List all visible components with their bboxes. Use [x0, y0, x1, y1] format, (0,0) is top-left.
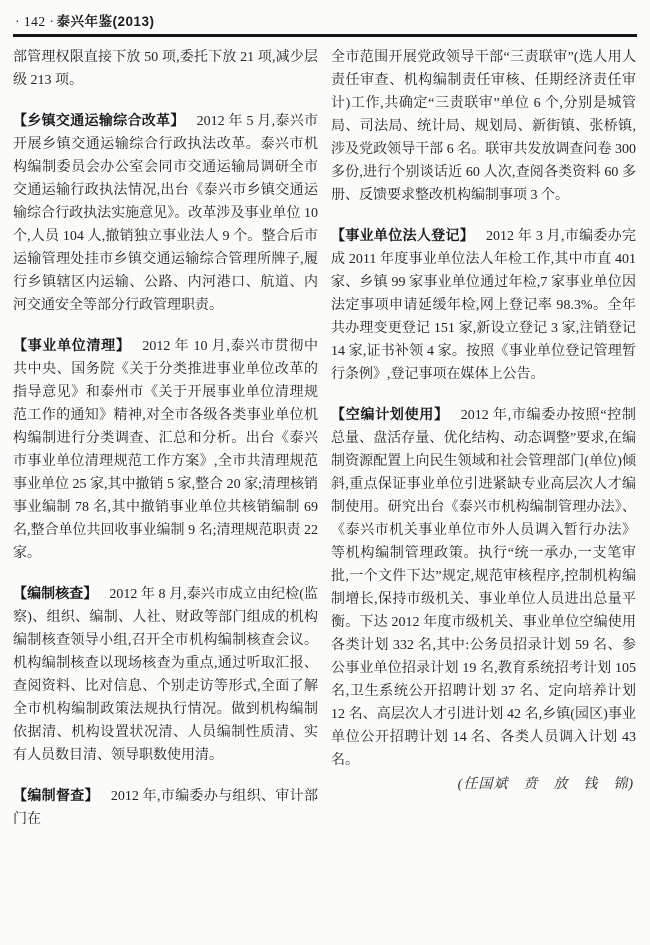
entry-text: 部管理权限直接下放 50 项,委托下放 21 项,减少层级 213 项。 [13, 50, 318, 88]
entry-text: 2012 年 8 月,泰兴市成立由纪检(监察)、组织、编制、人社、财政等部门组成的机构编制核查领导小组,召开全市机构编制核查会议。机构编制核查以现场核查为重点,通过听取汇报、查阅资料、比对信息、个别走访等形式,全面了解全市机构编制政策法规执行情况。做到机构编制依据清、机构设置状况清、人员编制性质清、实有人员数目清、领导职数使用清。 [13, 587, 319, 763]
book-title: 泰兴年鉴(2013) [56, 14, 155, 29]
entry-paragraph [13, 784, 318, 831]
entry-text: 2012 年,市编委办按照“控制总量、盘活存量、优化结构、动态调整”要求,在编制资源配置上向民生领域和社会管理部门(单位)倾斜,重点保证事业单位引进紧缺专业高层次人才编制使用。研究出台《泰兴市机构编制管理办法》、《泰兴市机关事业单位市外人员调入暂行办法》等机构编制管理政策。执行“统一承办,一支笔审批,一个文件下达”规定,规范审核程序,控制机构编制增长,保持市级机关、事业单位人员进出总量平衡。下达 2012 年度市级机关、事业单位空编使用各类计划 332 名,其中:公务员招录计划 59 名、参公事业单位招录计划 19 名,教育系统招考计划 105 名,卫生系统公开招聘计划 37 名、定向培养计划 12 名、高层次人才引进计划 42 名,乡镇(园区)事业单位公开招聘计划 14 名、各类人员调入计划 43 名。 [331, 408, 637, 768]
entry-heading: 【乡镇交通运输综合改革】 [13, 112, 185, 128]
entry-heading: 【事业单位法人登记】 [331, 227, 475, 243]
entry-paragraph [331, 403, 636, 772]
entry-paragraph [13, 582, 318, 767]
entry-text: 2012 年 5 月,泰兴市开展乡镇交通运输综合行政执法改革。泰兴市机构编制委员会办公室会同市交通运输局调研全市交通运输行政执法情况,出台《泰兴市乡镇交通运输综合行政执法实施意见》。改革涉及事业单位 10 个,人员 104 人,撤销独立事业法人 9 个。整合后市运输管理处挂市乡镇交通运输综合管理所牌子,履行乡镇辖区内运输、公路、内河港口、航道、内河交通安全等部分行政管理职责。 [13, 114, 319, 313]
entry-text: 2012 年 3 月,市编委办完成 2011 年度事业单位法人年检工作,其中市直 401 家、乡镇 99 家事业单位通过年检,7 家事业单位因法定事项申请延缓年检,网上登记率 98.3%。全年共办理变更登记 151 家,新设立登记 3 家,注销登记 14 家,证书补领 4 家。按照《事业单位登记管理暂行条例》,登记事项在媒体上公告。 [331, 229, 637, 382]
entry-heading: 【编制督查】 [13, 787, 99, 803]
entry-paragraph [13, 109, 318, 317]
continuation-paragraph [331, 46, 636, 207]
entry-text: 2012 年 10 月,泰兴市贯彻中共中央、国务院《关于分类推进事业单位改革的指导意见》和泰州市《关于开展事业单位清理规范工作的通知》精神,对全市各级各类事业单位机构编制进行分类调查、汇总和分析。出台《泰兴市事业单位清理规范工作方案》,全市共清理规范事业单位 25 家,其中撤销 5 家,整合 20 家;清理核销事业编制 78 名,其中撤销事业单位共核销编制 69 名,整合单位共回收事业编制 9 名;清理规范职责 22 家。 [13, 339, 319, 561]
two-column-body [13, 46, 637, 831]
continuation-paragraph [13, 46, 318, 92]
entry-paragraph [13, 334, 318, 565]
entry-heading: 【事业单位清理】 [13, 337, 131, 353]
entry-text: 全市范围开展党政领导干部“三责联审”(选人用人责任审查、机构编制责任审核、任期经济责任审计)工作,共确定“三责联审”单位 6 个,分别是城管局、司法局、统计局、规划局、新街镇、张桥镇,涉及党政领导干部 6 名。联审共发放调查问卷 300 多份,进行个别谈话近 60 人次,查阅各类资料 60 多册、反馈要求整改机构编制事项 3 个。 [331, 50, 636, 203]
left-column [13, 46, 318, 831]
header-rule [13, 34, 637, 37]
entry-text: 2012 年,市编委办与组织、审计部门在 [13, 789, 319, 827]
page-number: · 142 · [15, 14, 55, 29]
right-column [331, 46, 636, 831]
running-head [13, 8, 637, 33]
entry-heading: 【编制核查】 [13, 585, 98, 601]
entry-paragraph [331, 224, 636, 386]
entry-heading: 【空编计划使用】 [331, 406, 449, 422]
byline: (任国斌 贲 放 钱 锦) [457, 777, 634, 792]
